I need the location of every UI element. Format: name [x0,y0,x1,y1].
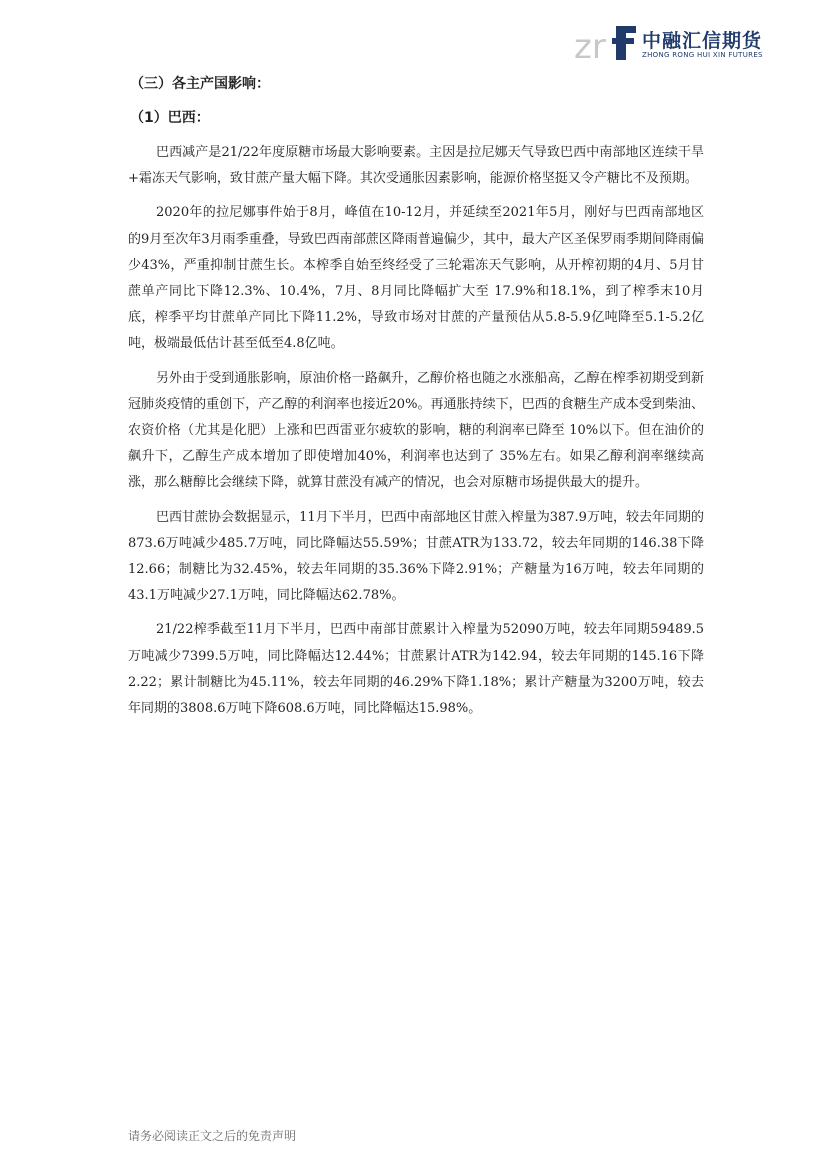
paragraph-2: 2020年的拉尼娜事件始于8月，峰值在10-12月，并延续至2021年5月，刚好与巴西南部地区的9月至次年3月雨季重叠，导致巴西南部蔗区降雨普遍偏少，其中，最大产区圣保罗雨季期间降雨偏少43%，严重抑制甘蔗生长。本榨季自始至终经受了三轮霜冻天气影响，从开榨初期的4月、5月甘蔗单产同比下降12.3%、10.4%，7月、8月同比降幅扩大至 17.9%和18.1%，到了榨季末10月底，榨季平均甘蔗单产同比下降11.2%，导致市场对甘蔗的产量预估从5.8-5.9亿吨降至5.1-5.2亿吨，极端最低估计甚至低至4.8亿吨。 [128,205,704,352]
document-body [128,72,704,730]
paragraph-5: 21/22榨季截至11月下半月，巴西中南部甘蔗累计入榨量为52090万吨，较去年同期59489.5万吨减少7399.5万吨，同比降幅达12.44%；甘蔗累计ATR为142.94，较去年同期的145.16下降2.22；累计制糖比为45.11%，较去年同期的46.29%下降1.18%；累计产糖量为3200万吨，较去年同期的3808.6万吨下降608.6万吨，同比降幅达15.98%。 [128,622,704,717]
subsection-title: （1）巴西： [130,110,210,126]
company-logo [574,18,774,66]
paragraph-1: 巴西减产是21/22年度原糖市场最大影响要素。主因是拉尼娜天气导致巴西中南部地区连续干旱+霜冻天气影响，致甘蔗产量大幅下降。其次受通胀因素影响，能源价格坚挺又令产糖比不及预期。 [128,145,704,187]
paragraph-4: 巴西甘蔗协会数据显示，11月下半月，巴西中南部地区甘蔗入榨量为387.9万吨，较去年同期的873.6万吨减少485.7万吨，同比降幅达55.59%；甘蔗ATR为133.72，较去年同期的146.38下降12.66；制糖比为32.45%，较去年同期的35.36%下降2.91%；产糖量为16万吨，较去年同期的43.1万吨减少27.1万吨，同比降幅达62.78%。 [128,509,704,604]
paragraph-3: 另外由于受到通胀影响，原油价格一路飙升，乙醇价格也随之水涨船高，乙醇在榨季初期受到新冠肺炎疫情的重创下，产乙醇的利润率也接近20%。再通胀持续下，巴西的食糖生产成本受到柴油、农资价格（尤其是化肥）上涨和巴西雷亚尔疲软的影响，糖的利润率已降至 10%以下。但在油价的飙升下，乙醇生产成本增加了即使增加40%，利润率也达到了 35%左右。如果乙醇利润率继续高涨，那么糖醇比会继续下降，就算甘蔗没有减产的情况，也会对原糖市场提供最大的提升。 [128,370,704,491]
section-title: （三）各主产国影响： [130,76,270,92]
logo-mark-text: zr [574,27,606,64]
logo-chinese-name: 中融汇信期货 [642,30,763,52]
zrf-logo-icon [574,20,640,64]
logo-english-name: ZHONG RONG HUI XIN FUTURES [642,51,763,59]
disclaimer-footer: 请务必阅读正文之后的免责声明 [128,1129,297,1143]
